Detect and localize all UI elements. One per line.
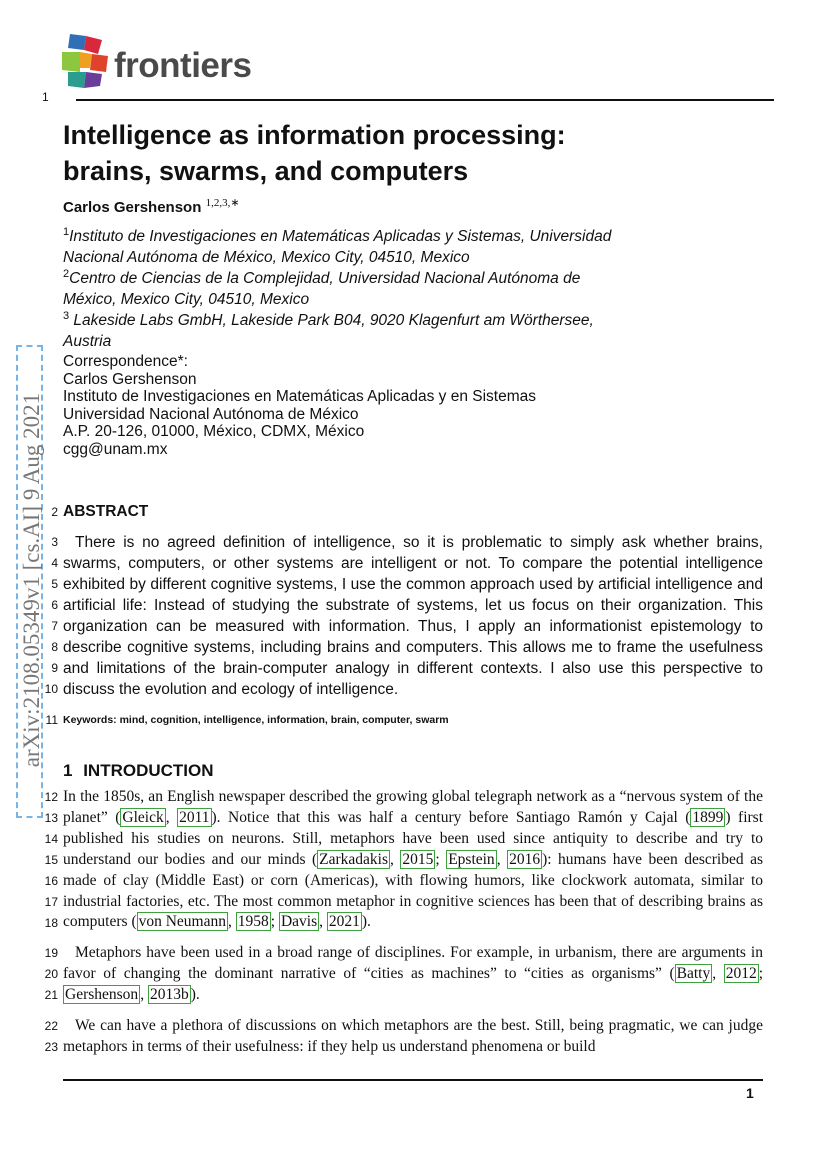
citation-link[interactable]: Gershenson <box>65 985 139 1003</box>
correspondence-label: Correspondence*: <box>63 353 188 370</box>
author-superscript: 1,2,3,∗ <box>205 197 240 209</box>
line-number: 1 <box>42 90 49 104</box>
line-number: 14 <box>44 832 58 846</box>
line-number: 13 <box>44 811 58 825</box>
arxiv-stamp[interactable]: arXiv:2108.05349v1 [cs.AI] 9 Aug 2021 <box>19 392 44 768</box>
citation-link[interactable]: 2016 <box>509 850 541 868</box>
citation-link[interactable]: Epstein <box>448 850 495 868</box>
line-number: 23 <box>44 1040 58 1054</box>
citation-link[interactable]: 2021 <box>328 913 360 931</box>
author-text: Carlos Gershenson <box>63 199 202 216</box>
line-number: 16 <box>44 874 58 888</box>
citation-link[interactable]: Batty <box>676 964 711 982</box>
line-number: 6 <box>51 598 58 612</box>
correspondence-university: Universidad Nacional Autónoma de México <box>63 405 359 423</box>
header-rule <box>76 99 774 101</box>
keywords: Keywords: mind, cognition, intelligence, information, brain, computer, swarm <box>63 714 449 726</box>
author-name <box>63 196 240 216</box>
section-heading-introduction <box>63 761 214 781</box>
affiliation-2: $^2$Centro de Ciencias de la Complejidad, Universidad Nacional Autónoma de México, Mexico City, 04510, Mexico <box>63 268 581 309</box>
line-number: 19 <box>44 946 58 960</box>
correspondence-name: Carlos Gershenson <box>63 370 197 388</box>
line-number: 15 <box>44 853 58 867</box>
line-number: 17 <box>44 895 58 909</box>
title-line-2: brains, swarms, and computers <box>63 156 469 186</box>
line-number: 4 <box>51 556 58 570</box>
section-title: INTRODUCTION <box>83 761 214 780</box>
line-number: 11 <box>45 713 58 727</box>
intro-paragraph-3: We can have a plethora of discussions on which metaphors are the best. Still, being pragmatic, we can judge metaphors in terms of their usefulness: if they help us understand phenomena or build <box>63 1017 763 1055</box>
frontiers-logo-icon <box>62 32 108 88</box>
line-number: 10 <box>44 682 58 696</box>
correspondence-address: A.P. 20-126, 01000, México, CDMX, México <box>63 423 365 440</box>
line-number: 9 <box>51 661 58 675</box>
line-number: 21 <box>44 988 58 1002</box>
citation-link[interactable]: Gleick <box>122 808 164 826</box>
correspondence-institute: Instituto de Investigaciones en Matemáticas Aplicadas y en Sistemas <box>63 388 536 405</box>
line-number: 2 <box>51 505 58 519</box>
frontiers-wordmark: frontiers <box>114 46 252 85</box>
footer-rule <box>63 1079 763 1081</box>
citation-link[interactable]: 2013b <box>149 985 189 1003</box>
title-line-1: Intelligence as information processing: <box>63 120 566 150</box>
line-number: 20 <box>44 967 58 981</box>
citation-link[interactable]: Davis <box>280 913 318 931</box>
citation-link[interactable]: 1899 <box>692 808 724 826</box>
citation-link[interactable]: 2015 <box>402 850 434 868</box>
abstract-text: There is no agreed definition of intelligence, so it is problematic to simply ask whether brains, swarms, computers, or other systems are intelligent or not. To compare the potential intelligence exhibited by different cognitive systems, I use the common approach used by artificial intelligence and artificial life: Instead of studying the substrate of systems, let us focus on their organization. This organization can be measured with information. Thus, I apply an informationist epistemology to describe cognitive systems, including brains and computers. This allows me to frame the usefulness and limitations of the brain-computer analogy in different contexts. I also use this perspective to discuss the evolution and ecology of intelligence. <box>63 534 763 698</box>
line-number: 3 <box>51 535 58 549</box>
affiliation-1: $^1$Instituto de Investigaciones en Matemáticas Aplicadas y Sistemas, Universidad Nacional Autónoma de México, Mexico City, 04510, Mexico <box>63 226 612 267</box>
abstract-heading: ABSTRACT <box>63 503 149 520</box>
correspondence-block <box>63 353 536 458</box>
section-number: 1 <box>63 761 73 780</box>
page-number: 1 <box>746 1085 754 1101</box>
line-number: 18 <box>44 916 58 930</box>
citation-link[interactable]: von Neumann <box>138 913 226 931</box>
line-number: 22 <box>44 1019 58 1033</box>
correspondence-email[interactable]: cgg@unam.mx <box>63 440 168 458</box>
paper-title <box>63 117 683 189</box>
affiliation-3: $^3$ Lakeside Labs GmbH, Lakeside Park B04, 9020 Klagenfurt am Wörthersee, Austria <box>63 310 594 351</box>
intro-paragraph-2: Metaphors have been used in a broad range of disciplines. For example, in urbanism, there are arguments in favor of changing the dominant narrative of “cities as machines” to “cities as organisms” ( Batty , 2012 ; Gershenson , 2013b ). <box>63 944 763 1003</box>
line-number: 5 <box>51 577 58 591</box>
citation-link[interactable]: 1958 <box>237 913 269 931</box>
line-number: 8 <box>51 640 58 654</box>
citation-link[interactable]: 2011 <box>179 808 210 826</box>
line-number: 12 <box>44 790 58 804</box>
intro-paragraph-1: In the 1850s, an English newspaper described the growing global telegraph network as a “nervous system of the planet” ( Gleick , 2011 ). Notice that this was half a century before Santiago Ramón y Cajal ( 1899 ) first published his studies on neurons. Still, metaphors have been used since antiquity to describe and try to understand our bodies and our minds ( Zarkadakis , 2015 ; Epstein , 2016 ): humans have been described as made of clay (Middle East) or corn (Americas), with flowing humors, like clockwork automata, similar to industrial factories, etc. The most common metaphor in cognitive sciences has been that of describing brains as computers ( von Neumann , 1958 ; Davis , 2021 ). <box>63 788 764 931</box>
citation-link[interactable]: 2012 <box>725 964 757 982</box>
citation-link[interactable]: Zarkadakis <box>319 850 389 868</box>
line-number: 7 <box>51 619 58 633</box>
